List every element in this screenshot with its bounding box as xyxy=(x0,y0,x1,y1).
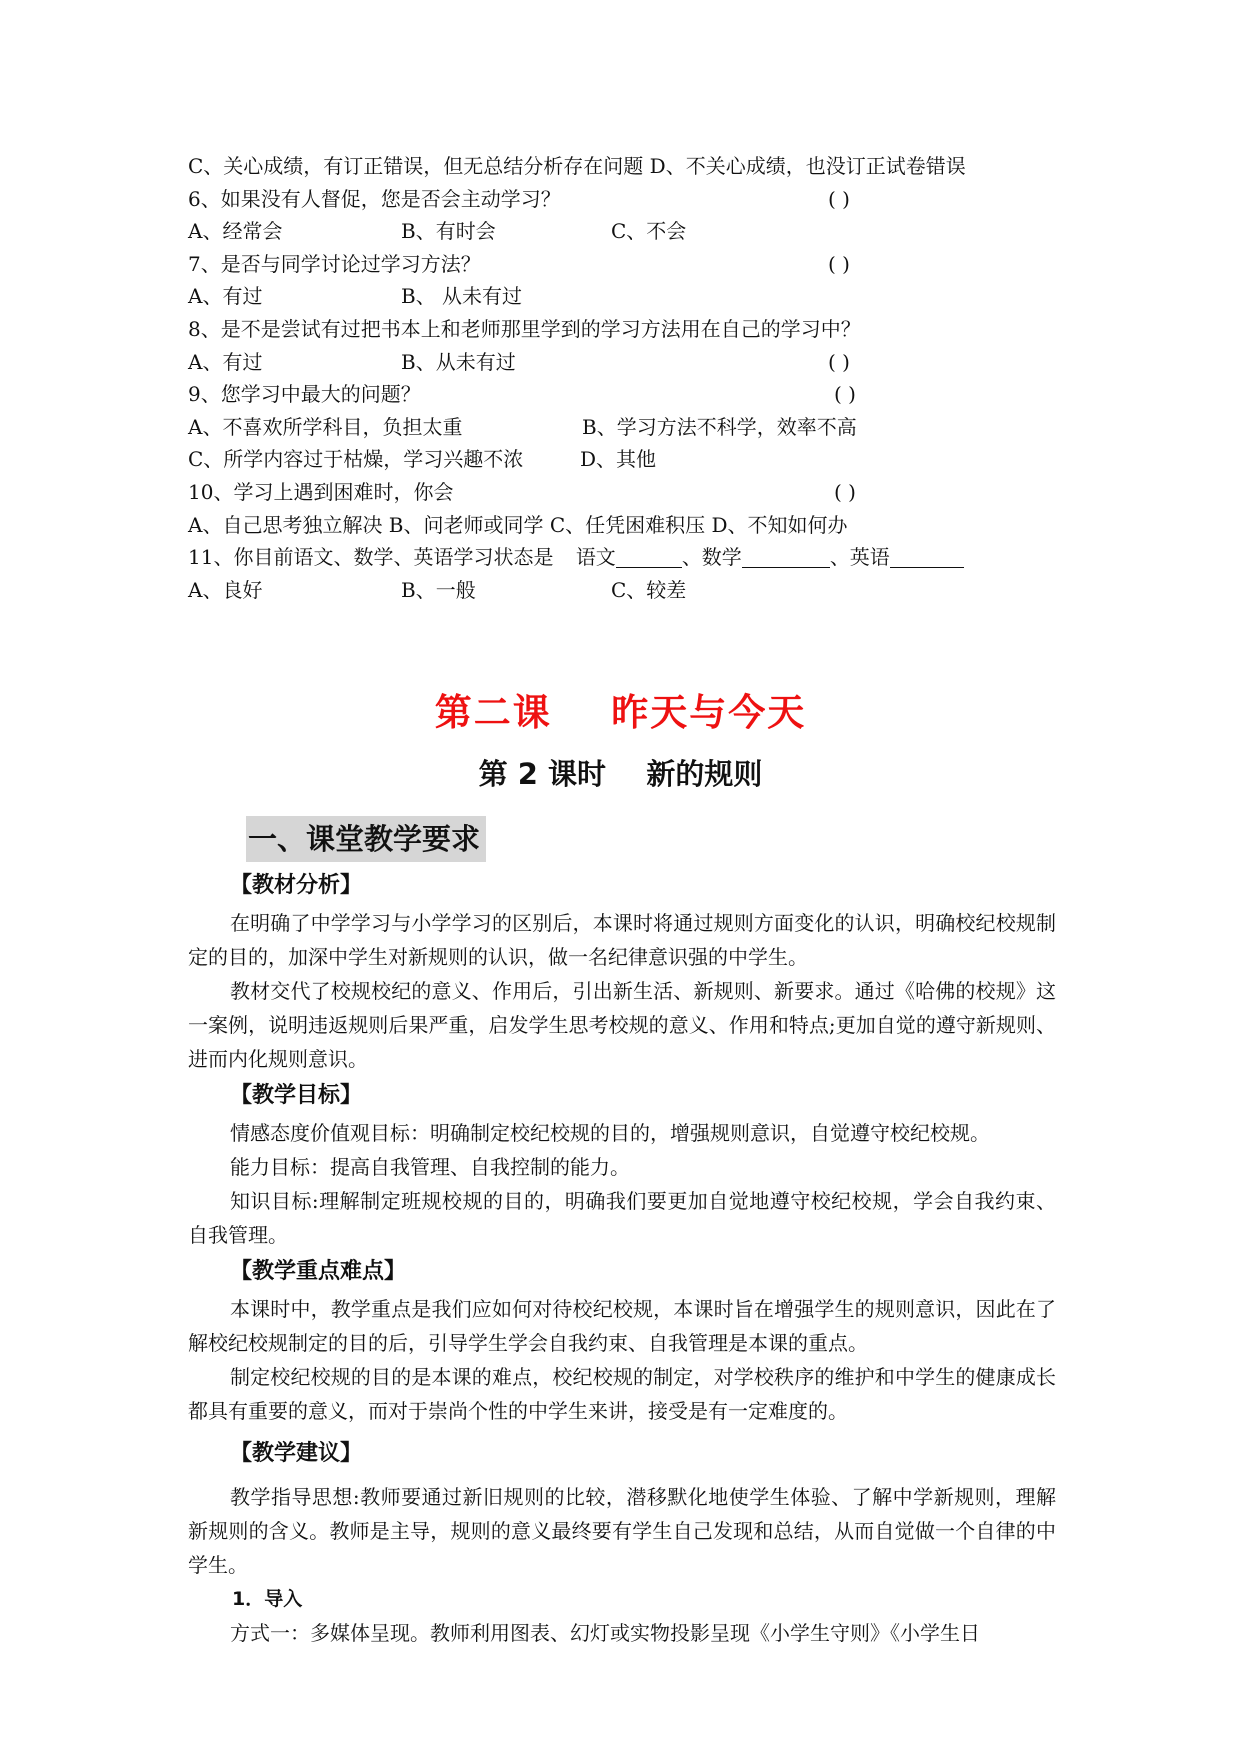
question-11-options xyxy=(188,574,1068,607)
question-10 xyxy=(188,476,1068,509)
answer-parentheses: ( ) xyxy=(834,382,856,407)
question-8: 8、是不是尝试有过把书本上和老师那里学到的学习方法用在自己的学习中？ xyxy=(188,316,861,341)
question-text: 7、是否与同学讨论过学习方法？ xyxy=(188,251,481,276)
option-a: A、不喜欢所学科目，负担太重 xyxy=(188,414,463,439)
suggestions-paragraph-1: 教学指导思想:教师要通过新旧规则的比较，潜移默化地使学生体验、了解中学新规则，理解新规则的含义。教师是主导，规则的意义最终要有学生自己发现和总结，从而自觉做一个自律的中学生。 xyxy=(188,1485,1056,1577)
teaching-goals-heading: 【教学目标】 xyxy=(230,1083,363,1108)
chinese-label: 语文 xyxy=(575,545,616,570)
option-a: A、良好 xyxy=(188,577,263,602)
question-7 xyxy=(188,248,1068,281)
chinese-blank xyxy=(616,545,682,568)
english-label: 、英语 xyxy=(829,545,890,570)
question-8-options xyxy=(188,346,1068,379)
survey-questions xyxy=(188,150,1068,606)
key-points-heading: 【教学重点难点】 xyxy=(230,1259,407,1284)
key-points-paragraph-2: 制定校纪校规的目的是本课的难点，校纪校规的制定，对学校秩序的维护和中学生的健康成长都具有重要的意义，而对于崇尚个性的中学生来讲，接受是有一定难度的。 xyxy=(188,1365,1056,1423)
option-b: B、 从未有过 xyxy=(401,284,523,309)
option-c: C、较差 xyxy=(611,577,687,602)
period-title: 第 2 课时 新的规则 xyxy=(478,757,763,791)
question-6-options xyxy=(188,215,1068,248)
section-heading: 一、课堂教学要求 xyxy=(246,816,486,862)
question-10-options: A、自己思考独立解决 B、问老师或同学 C、任凭困难积压 D、不知如何办 xyxy=(188,512,848,537)
math-label: 、数学 xyxy=(681,545,742,570)
answer-parentheses: ( ) xyxy=(828,349,850,374)
knowledge-goal: 知识目标:理解制定班规校规的目的，明确我们要更加自觉地遵守校纪校规，学会自我约束、自我管理。 xyxy=(188,1189,1056,1247)
textbook-analysis-paragraph-2: 教材交代了校规校纪的意义、作用后，引出新生活、新规则、新要求。通过《哈佛的校规》这一案例，说明违返规则后果严重，启发学生思考校规的意义、作用和特点;更加自觉的遵守新规则、进而内化规则意识。 xyxy=(188,979,1056,1071)
answer-parentheses: ( ) xyxy=(828,186,850,211)
lesson-title: 第二课 昨天与今天 xyxy=(434,691,807,734)
option-a: A、有过 xyxy=(188,349,263,374)
textbook-analysis-paragraph-1: 在明确了中学学习与小学学习的区别后，本课时将通过规则方面变化的认识，明确校纪校规制定的目的，加深中学生对新规则的认识，做一名纪律意识强的中学生。 xyxy=(188,911,1056,969)
lesson-body xyxy=(188,866,1056,1650)
question-9-options-row1 xyxy=(188,411,1068,444)
option-b: B、有时会 xyxy=(401,219,496,244)
option-b: B、从未有过 xyxy=(401,349,516,374)
question-text: 11、你目前语文、数学、英语学习状态是 xyxy=(188,545,554,570)
ability-goal: 能力目标：提高自我管理、自我控制的能力。 xyxy=(230,1155,630,1179)
question-7-options xyxy=(188,280,1068,313)
option-b: B、学习方法不科学，效率不高 xyxy=(582,414,857,439)
option-c: C、所学内容过于枯燥，学习兴趣不浓 xyxy=(188,447,524,472)
suggestions-heading: 【教学建议】 xyxy=(230,1441,363,1466)
intro-subheading: 1．导入 xyxy=(232,1588,303,1610)
question-text: 10、学习上遇到困难时，你会 xyxy=(188,479,454,504)
english-blank xyxy=(890,545,964,568)
option-c: C、不会 xyxy=(611,219,687,244)
q5-option-line: C、关心成绩，有订正错误，但无总结分析存在问题 D、不关心成绩，也没订正试卷错误 xyxy=(188,154,966,178)
key-points-paragraph-1: 本课时中，教学重点是我们应如何对待校纪校规，本课时旨在增强学生的规则意识，因此在了解校纪校规制定的目的后，引导学生学会自我约束、自我管理是本课的重点。 xyxy=(188,1297,1056,1355)
math-blank xyxy=(742,545,830,568)
option-a: A、经常会 xyxy=(188,219,283,244)
option-d: D、其他 xyxy=(580,447,657,472)
answer-parentheses: ( ) xyxy=(828,251,850,276)
question-6 xyxy=(188,183,1068,216)
emotion-goal: 情感态度价值观目标：明确制定校纪校规的目的，增强规则意识，自觉遵守校纪校规。 xyxy=(230,1121,990,1145)
question-11 xyxy=(188,541,1068,574)
option-b: B、一般 xyxy=(401,577,476,602)
question-9 xyxy=(188,378,1068,411)
answer-parentheses: ( ) xyxy=(834,479,856,504)
textbook-analysis-heading: 【教材分析】 xyxy=(230,873,363,898)
question-9-options-row2 xyxy=(188,443,1068,476)
suggestions-paragraph-2: 方式一：多媒体呈现。教师利用图表、幻灯或实物投影呈现《小学生守则》《小学生日 xyxy=(230,1621,980,1645)
question-text: 9、您学习中最大的问题？ xyxy=(188,382,421,407)
option-a: A、有过 xyxy=(188,284,263,309)
question-text: 6、如果没有人督促，您是否会主动学习？ xyxy=(188,186,561,211)
